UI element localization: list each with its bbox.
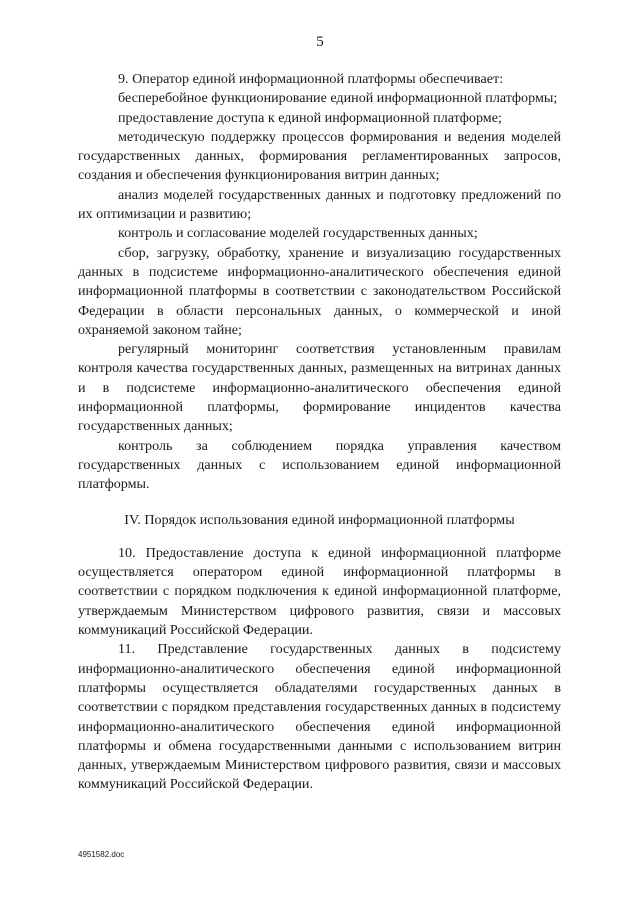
list-item-model-control: контроль и согласование моделей государственных данных; (118, 225, 478, 242)
paragraph-11: 11. Представление государственных данных в подсистему информационно-аналитического обеспечения единой информационной платформы осуществляется обладателями государственных данных в соответствии с порядком представления государственных данных в подсистему информационно-аналитического обеспечения единой информационной платформы и обмена государственными данными с использованием витрин данных, утверждаемым Министерством цифрового развития, связи и массовых коммуникаций Российской Федерации. (78, 641, 561, 793)
list-item-methodical-support: методическую поддержку процессов формирования и ведения моделей государственных данных, формирования регламентированных запросов, создания и обеспечения функционирования витрин данных; (78, 128, 561, 184)
file-name-footer: 4951582.doc (78, 850, 125, 859)
page-number: 5 (316, 34, 324, 50)
list-item-model-analysis: анализ моделей государственных данных и подготовку предложений по их оптимизации и развитию; (78, 186, 561, 223)
list-item-uninterrupted-operation: бесперебойное функционирование единой информационной платформы; (118, 90, 558, 107)
document-body (78, 70, 561, 795)
paragraph-9-intro: 9. Оператор единой информационной платформы обеспечивает: (118, 71, 504, 87)
paragraph-10: 10. Предоставление доступа к единой информационной платформе осуществляется оператором единой информационной платформы в соответствии с порядком подключения к единой информационной платформе, утверждаемым Министерством цифрового развития, связи и массовых коммуникаций Российской Федерации. (78, 544, 561, 639)
list-item-data-collection: сбор, загрузку, обработку, хранение и визуализацию государственных данных в подсистеме информационно-аналитического обеспечения единой информационной платформы в соответствии с законодательством Российской Федерации в области персональных данных, о коммерческой и иной охраняемой законом тайне; (78, 244, 561, 338)
list-item-quality-monitoring: регулярный мониторинг соответствия установленным правилам контроля качества государственных данных, размещенных на витринах данных и в подсистеме информационно-аналитического обеспечения единой информационной платформы, формирование инцидентов качества государственных данных; (78, 341, 561, 435)
list-item-access-provision: предоставление доступа к единой информационной платформе; (118, 109, 502, 126)
section-title: IV. Порядок использования единой информационной платформы (124, 511, 515, 528)
list-item-quality-control: контроль за соблюдением порядка управления качеством государственных данных с использованием единой информационной платформы. (78, 437, 561, 493)
